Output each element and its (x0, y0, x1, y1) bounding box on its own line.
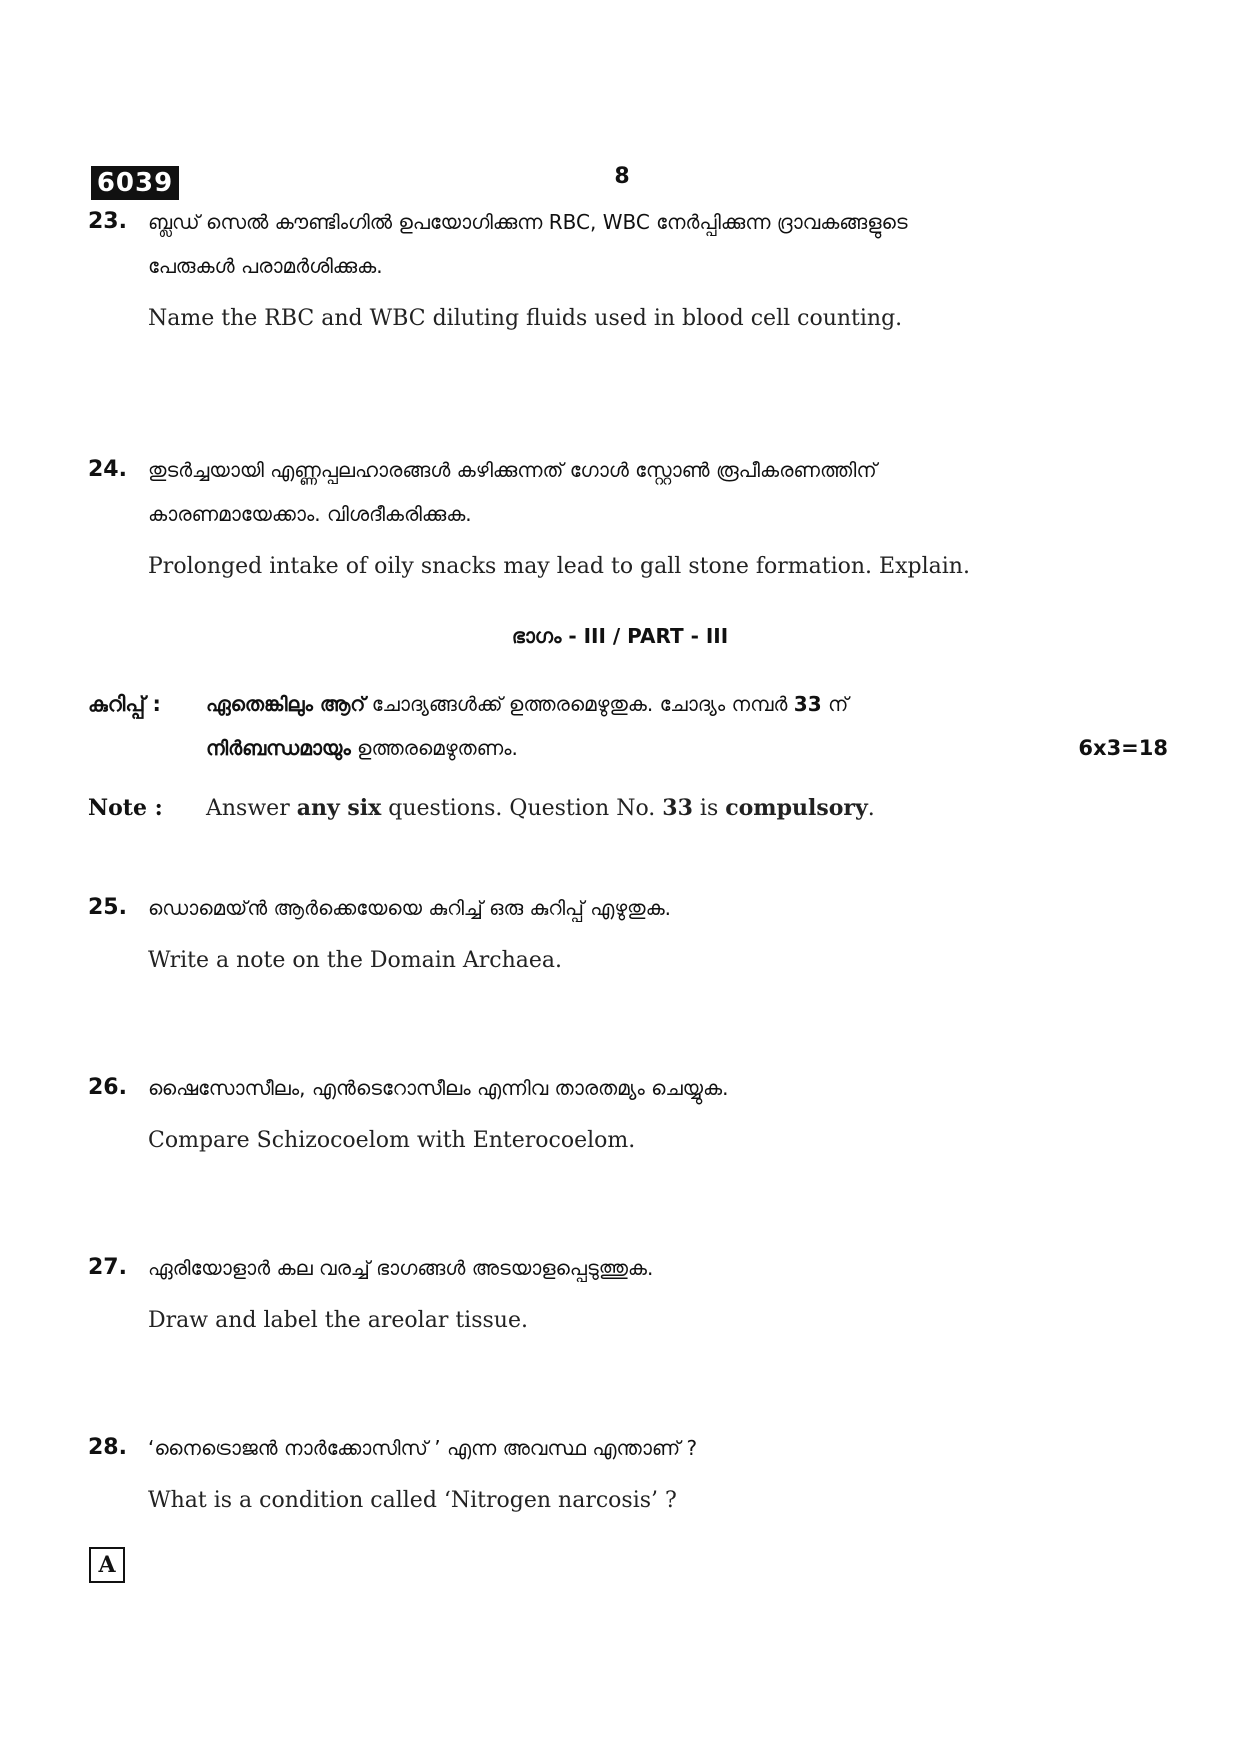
note-emphasis: compulsory (725, 795, 868, 821)
question-text-malayalam: തുടർച്ചയായി എണ്ണപ്പലഹാരങ്ങൾ കഴിക്കുന്നത് ഗോൾ സ്റ്റോൺ രൂപീകരണത്തിന് (148, 458, 877, 482)
question-text-english: What is a condition called ‘Nitrogen narcosis’ ? (148, 1488, 677, 1513)
question-body (148, 200, 1158, 334)
question-text-english: Name the RBC and WBC diluting fluids used in blood cell counting. (148, 306, 903, 331)
question-body (148, 1066, 1158, 1156)
question-number: 23. (88, 209, 127, 234)
paper-code-badge: 6039 (91, 166, 179, 200)
question-text-malayalam: ‘നൈട്രൊജൻ നാർക്കോസിസ് ’ എന്ന അവസ്ഥ എന്താണ് ? (148, 1436, 698, 1460)
question-number: 25. (88, 895, 127, 920)
note-line-1 (206, 682, 1168, 726)
question-number: 27. (88, 1255, 127, 1280)
note-text: . (867, 796, 875, 821)
marks-allocation: 6x3=18 (1078, 736, 1168, 760)
question-text-malayalam: പേരുകൾ പരാമർശിക്കുക. (148, 254, 383, 278)
note-emphasis: ഏതെങ്കിലും ആറ് (206, 692, 366, 716)
note-english (88, 786, 1168, 830)
part-heading: ഭാഗം - III / PART - III (511, 624, 729, 648)
note-text: is (692, 796, 726, 821)
note-emphasis: any six (296, 795, 382, 821)
question-number: 26. (88, 1075, 127, 1100)
note-text: Answer (206, 796, 297, 821)
question-text-malayalam: ബ്ലഡ് സെൽ കൗണ്ടിംഗിൽ ഉപയോഗിക്കുന്ന RBC, WBC നേർപ്പിക്കുന്ന ദ്രാവകങ്ങളുടെ (148, 210, 908, 234)
note-line (206, 786, 1168, 831)
note-emphasis: 33 (662, 795, 693, 821)
note-text-malayalam (206, 682, 1168, 770)
question-body (148, 1246, 1158, 1336)
question-text-english: Draw and label the areolar tissue. (148, 1308, 528, 1333)
note-label-english: Note : (88, 795, 163, 821)
series-box: A (89, 1547, 125, 1583)
page-number: 8 (614, 164, 630, 189)
question-body (148, 886, 1158, 976)
note-text: ചോദ്യങ്ങൾക്ക് ഉത്തരമെഴുതുക. ചോദ്യം നമ്പർ (365, 692, 794, 716)
note-emphasis: 33 (793, 692, 822, 716)
note-emphasis: നിർബന്ധമായും (206, 736, 351, 760)
note-malayalam (88, 682, 1168, 772)
question-text-english: Prolonged intake of oily snacks may lead to gall stone formation. Explain. (148, 554, 970, 579)
question-body (148, 448, 1158, 582)
question-number: 28. (88, 1435, 127, 1460)
note-text: ന് (821, 692, 849, 716)
question-text-malayalam: ഡൊമെയ്ൻ ആർക്കെയേയെ കുറിച്ച് ഒരു കുറിപ്പ് എഴുതുക. (148, 896, 672, 920)
question-text-english: Compare Schizocoelom with Enterocoelom. (148, 1128, 636, 1153)
question-text-malayalam: ഷൈസോസീലം, എൻടെറോസീലം എന്നിവ താരതമ്യം ചെയ്യുക. (148, 1076, 729, 1100)
note-label-malayalam: കുറിപ്പ് : (88, 692, 161, 716)
question-text-english: Write a note on the Domain Archaea. (148, 948, 563, 973)
note-text: questions. Question No. (381, 796, 663, 821)
question-number: 24. (88, 457, 127, 482)
note-text-english (206, 786, 1168, 831)
question-body (148, 1426, 1158, 1516)
note-text: ഉത്തരമെഴുതണം. (350, 736, 518, 760)
question-text-malayalam: ഏരിയോളാർ കല വരച്ച് ഭാഗങ്ങൾ അടയാളപ്പെടുത്തുക. (148, 1256, 654, 1280)
note-line-2 (206, 726, 1168, 770)
question-text-malayalam: കാരണമായേക്കാം. വിശദീകരിക്കുക. (148, 502, 472, 526)
